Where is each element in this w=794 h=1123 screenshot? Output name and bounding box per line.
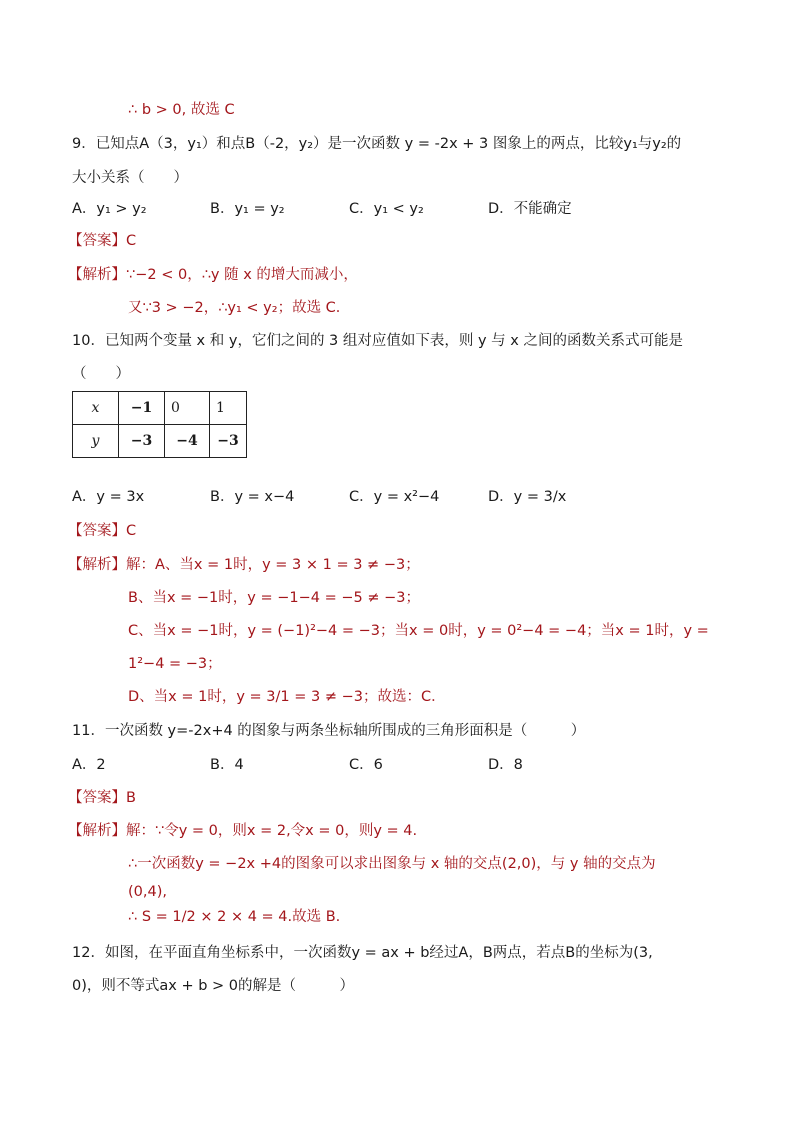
explanation-text: ∵−2 < 0，∴y 随 x 的增大而减小， <box>126 267 358 283</box>
q11-explanation-2: ∴一次函数y = −2x +4的图象可以求出图象与 x 轴的交点(2,0)，与 y 轴的交点为 <box>128 856 656 872</box>
table-cell: 0 <box>165 392 210 425</box>
q10-explanation-2: B、当x = −1时，y = −1−4 = −5 ≠ −3； <box>128 590 420 606</box>
q11-option-a: A．2 <box>72 757 106 773</box>
table-cell: x <box>73 392 119 425</box>
answer-tag: 【答案】 <box>68 233 126 249</box>
explanation-tag: 【解析】 <box>68 823 126 839</box>
q11-option-d: D．8 <box>488 757 523 773</box>
question-12-line-2: 0)，则不等式ax + b > 0的解是（ ） <box>72 978 355 994</box>
q11-option-b: B．4 <box>210 757 244 773</box>
q11-explanation-3: (0,4), <box>128 884 167 900</box>
explanation-tag: 【解析】 <box>68 267 126 283</box>
explanation-text: 解：A、当x = 1时，y = 3 × 1 = 3 ≠ −3； <box>126 557 420 573</box>
q9-explanation <box>68 265 358 285</box>
answer-line-8: ∴ b > 0, 故选 C <box>128 102 235 118</box>
table-cell: y <box>73 425 119 458</box>
q9-explanation-2: 又∵3 > −2，∴y₁ < y₂；故选 C． <box>128 300 351 316</box>
q10-option-c: C．y = x²−4 <box>349 489 440 505</box>
q11-explanation <box>68 821 417 841</box>
table-cell: −4 <box>165 425 210 458</box>
answer-tag: 【答案】 <box>68 523 126 539</box>
question-12-line-1: 12．如图，在平面直角坐标系中，一次函数y = ax + b经过A，B两点，若点B的坐标为(3, <box>72 945 653 961</box>
table-row <box>73 425 247 458</box>
q11-answer <box>68 788 136 808</box>
question-10-line-2: （ ） <box>72 366 130 382</box>
q10-option-d: D．y = 3/x <box>488 489 567 505</box>
answer-value: C <box>126 523 137 539</box>
q10-option-b: B．y = x−4 <box>210 489 295 505</box>
table-cell: −3 <box>210 425 247 458</box>
answer-value: B <box>126 790 136 806</box>
q10-option-a: A．y = 3x <box>72 489 145 505</box>
answer-value: C <box>126 233 137 249</box>
q10-answer <box>68 521 136 541</box>
value-table <box>72 391 247 458</box>
q11-option-c: C．6 <box>349 757 383 773</box>
table-row <box>73 392 247 425</box>
q9-option-d: D．不能确定 <box>488 201 572 217</box>
q10-explanation <box>68 555 420 575</box>
q11-explanation-4: ∴ S = 1/2 × 2 × 4 = 4.故选 B. <box>128 909 341 925</box>
question-11: 11．一次函数 y=-2x+4 的图象与两条坐标轴所围成的三角形面积是（ ） <box>72 723 586 739</box>
question-10-line-1: 10．已知两个变量 x 和 y，它们之间的 3 组对应值如下表，则 y 与 x 之间的函数关系式可能是 <box>72 333 683 349</box>
q9-option-a: A．y₁ > y₂ <box>72 201 147 217</box>
table-cell: 1 <box>210 392 247 425</box>
question-9-line-2: 大小关系（ ） <box>72 170 188 186</box>
explanation-tag: 【解析】 <box>68 557 126 573</box>
q10-explanation-5: D、当x = 1时，y = 3/1 = 3 ≠ −3；故选：C． <box>128 689 446 705</box>
q9-answer <box>68 231 136 251</box>
table-cell: −1 <box>119 392 165 425</box>
table-cell: −3 <box>119 425 165 458</box>
q10-explanation-3: C、当x = −1时，y = (−1)²−4 = −3；当x = 0时，y = 0²−4 = −4；当x = 1时，y = <box>128 623 709 639</box>
question-9-line-1: 9．已知点A（3，y₁）和点B（-2，y₂）是一次函数 y = -2x + 3 图象上的两点，比较y₁与y₂的 <box>72 136 682 152</box>
q10-explanation-4: 1²−4 = −3； <box>128 656 222 672</box>
explanation-text: 解：∵令y = 0，则x = 2,令x = 0，则y = 4. <box>126 823 418 839</box>
q9-option-c: C．y₁ < y₂ <box>349 201 424 217</box>
q9-option-b: B．y₁ = y₂ <box>210 201 285 217</box>
answer-tag: 【答案】 <box>68 790 126 806</box>
